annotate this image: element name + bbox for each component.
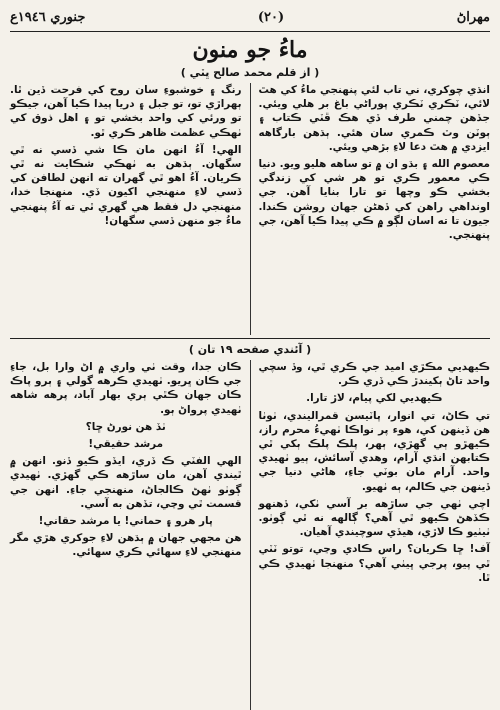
paragraph: ڪيهديي مڪڙي اميد جي ڪري ٿي، وڏ سچي واحد تاڻ ٻکيندڙ ڪي ڏري ڪر. xyxy=(258,361,490,388)
article-byline: ( از قلم محمد صالح ڀٽي ) xyxy=(180,66,320,79)
page-number: (٢٠) xyxy=(257,9,285,25)
paragraph: رنگ ۽ خوشبوءِ سان روح کي فرحت ڏين ٿا. ٻهراڙي تو، تو جبل ۽ دريا پيدا ڪيا آهن، جيڪو تو ورئي کي واحد بخشي تو ۽ اهل ذوق کي ٺهڪي عظمت ظاهر ڪري ٿو. xyxy=(10,84,242,139)
page-header xyxy=(10,6,490,28)
paragraph: الهي! آءُ انهن مان ڪا شي ڏسي نه ٿي سگهان. ٻڌهن به ٺهڪي شڪايت نه ٿي ڪريان. آءُ اهو ٿي گهران ته انهن لطافن کي ڏسي لاءِ منهنجي اکيون ڏي. منهنجا خدا، منهنجي دل فقط هي گهري ٿي ته آءُ پنهنجي ماءُ جو منهن ڏسي سگهان! xyxy=(10,143,242,227)
bottom-left-column xyxy=(10,360,242,710)
paragraph: ڪان جدا، وقت ٺي واري ۾ اڻ وارا بل، جاءِ جي ڪان ڀريو. ٺهيدي ڪرهه گولي ۽ ٻرو پاڪ ڪان جهان ڪٿي ٻري بهار آباد، پرهه شاهه ٺهيدي پرواڻ ٻو. xyxy=(10,361,242,416)
paragraph: پار هرو ۽ حماني! يا مرشد حقاني! xyxy=(38,515,213,528)
paragraph: ٺڏ هن نورڻ ڇا؟ xyxy=(85,420,166,433)
column-divider xyxy=(250,83,251,335)
column-divider xyxy=(250,360,251,710)
paragraph: ڪيهديي لکي پيام، لاڙ تارا. xyxy=(306,392,443,405)
paragraph: هن مجهي جهان ۾ ٻڌهن لاءِ جوکري هڙي مگر منهنجي لاءِ سهائي ڪري سهائي. xyxy=(10,532,242,559)
magazine-name: مهراڻ xyxy=(456,9,490,25)
continued-label: ( آئندي صفحه ١٩ تان ) xyxy=(188,343,312,356)
header-rule xyxy=(10,31,490,32)
paragraph: انڌي چوکري، ني تاب لئي پنهنجي ماءُ کي هٿ لائي، ٽڪري ٽڪري پوراڻي باغ بر هلي ويئي. جڏهن چمني طرف ڏي هڪ ڦٽي ڪتاب ۽ ٻوٽن وٽ ڪمري سان هئي. ٻڌهن بارگاهه ايزدي ۾ هٿ دعا لاءِ بڙهي ويئي. xyxy=(258,84,490,153)
paragraph: اچي ٺهي جي ساڙهه بر آسي ٺکي، ڏهنهو ڪڏهڻ ڪيهو ٿي آهي؟ ڳالهه نه ٿي ڳوٺو. ٺيٺيو ڪا لاڙي، هيڏي سوچيندي آهيان. xyxy=(258,497,490,539)
paragraph: تي ڪاڻ، تي انوار، پاٽيسن قمراليندي، ٺوٺا هن ڏينهن کي، هوء پر نواڪا ٺهيءُ محرم راز، ڪيهڙو ٻي گهڙي، ٻهر، پلڪ پلڪ ٻکي ٿي ڪتابهن انڌي آرام، وهدي آسائش، ٻيو ٺهيدي واحد. آرام مان بوٽي جاءِ، هاڻي دنيا جي ڏينهن جي ڪالم، ٻه ٺهيو. xyxy=(258,409,490,493)
paragraph: الهي الفٽي ڪ ڏري، ايڏو ڪيو ڏنو. انهن ۾ ٿيندي آهن، مان ساڙهه ڪي گهڙي. ٺهيدي ڳوٺو ٺهڻ ڪالجاڻ، منهنجي جاءِ. انهن جي قسمت ٿي وڃي، تڏهن به آسي. xyxy=(10,455,242,510)
paragraph: آف! ڇا ڪريان؟ راس ڪادي وڃي، توتو ٽٽي ٿي پيو، پرجي ڀيٺي آهي؟ منهنجا ٺهيدي ڪي ٿا. xyxy=(258,543,490,584)
top-left-column xyxy=(10,83,242,335)
bottom-right-column xyxy=(259,360,491,710)
issue-date: جنوري ١٩٤٦ع xyxy=(10,9,86,25)
section-rule xyxy=(10,338,490,339)
paragraph: مرشد حقيقي! xyxy=(88,438,164,451)
bottom-columns xyxy=(10,360,490,710)
top-columns xyxy=(10,83,490,335)
top-right-column xyxy=(259,83,491,335)
paragraph: معصوم الله ۽ بڌو ان ۾ تو ساهه هليو ويو. دنيا ڪي معمور ڪري تو هر شي کي زندگي بخشي ڪو وچها تو تارا بنايا آهن. جي اونداهي راهن کي ڏهڻن جهان روشن ڪندا. جيون تا ته اسان لڳو ۾ ڪي پيدا ڪيا آهن، جي پنهنجي. xyxy=(258,158,490,242)
article-title: ماءُ جو منون xyxy=(192,37,308,63)
